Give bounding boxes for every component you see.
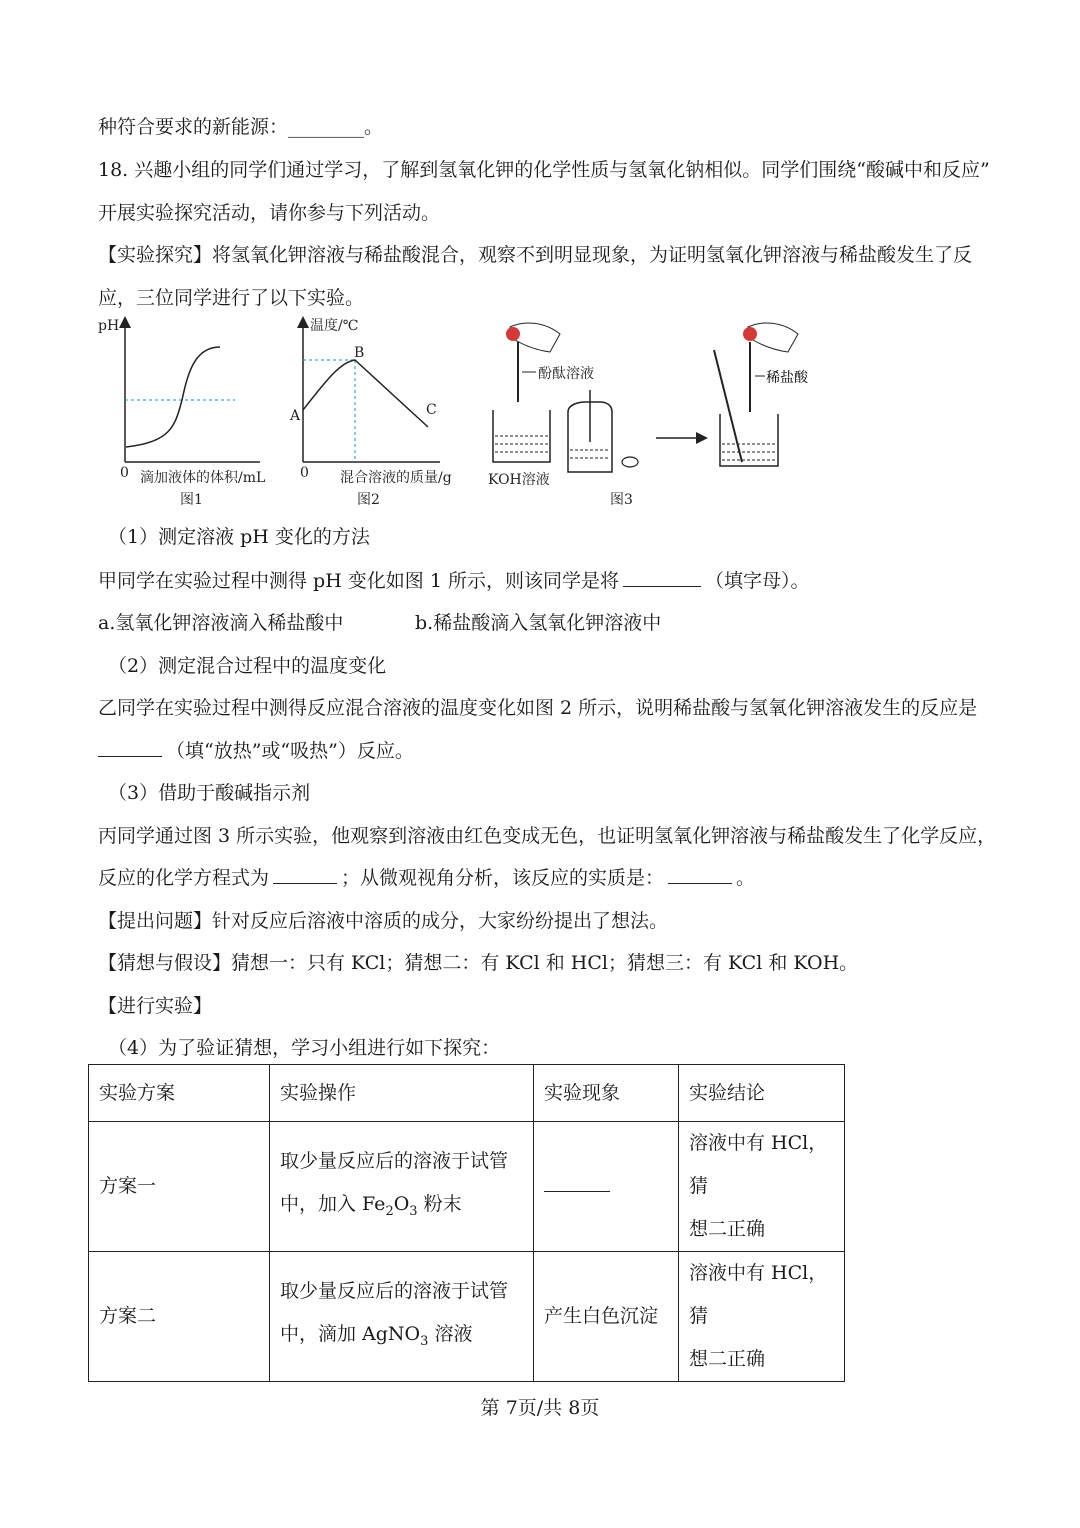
- conclusion-cell: 溶液中有 HCl，猜 想二正确: [679, 1252, 845, 1382]
- answer-blank-2[interactable]: [98, 738, 162, 757]
- conclusion-cell: 溶液中有 HCl，猜 想二正确: [679, 1122, 845, 1252]
- fig2-point-b: B: [354, 345, 365, 361]
- table-header: 实验方案: [89, 1065, 270, 1122]
- table-header: 实验结论: [679, 1065, 845, 1122]
- part2-text1: 乙同学在实验过程中测得反应混合溶液的温度变化如图 2 所示，说明稀盐酸与氢氧化钾溶液发生的反应是: [98, 697, 978, 719]
- answer-blank-1[interactable]: [623, 568, 701, 587]
- answer-blank-4[interactable]: [668, 865, 732, 884]
- phenomenon-cell: [534, 1122, 679, 1252]
- table-header: 实验操作: [270, 1065, 534, 1122]
- fig2-point-c: C: [426, 402, 437, 418]
- hypothesis-line: 【猜想与假设】猜想一：只有 KCl；猜想二：有 KCl 和 HCl；猜想三：有 KCl 和 KOH。: [98, 952, 859, 974]
- fig2-caption: 图2: [357, 492, 380, 508]
- table-row: [89, 1252, 845, 1382]
- fig1-y-label: pH: [98, 318, 120, 334]
- question-line: 【提出问题】针对反应后溶液中溶质的成分，大家纷纷提出了想法。: [98, 910, 669, 932]
- part3-title: （3）借助于酸碱指示剂: [108, 782, 311, 804]
- part3-text1: 丙同学通过图 3 所示实验，他观察到溶液由红色变成无色，也证明氢氧化钾溶液与稀盐酸发生了化学反应，: [98, 825, 997, 847]
- figure-2: [289, 317, 452, 508]
- fig3-base-label: KOH溶液: [488, 472, 550, 488]
- fig2-y-label: 温度/℃: [310, 318, 359, 334]
- fig1-origin: 0: [120, 465, 129, 481]
- fig2-origin: 0: [300, 465, 309, 481]
- part2-text2: （填“放热”或“吸热”）反应。: [98, 736, 414, 763]
- part1-option-a: a.氢氧化钾溶液滴入稀盐酸中: [98, 612, 344, 634]
- part4-title: （4）为了验证猜想，学习小组进行如下探究：: [108, 1037, 501, 1059]
- q18-line2: 开展实验探究活动，请你参与下列活动。: [98, 202, 441, 224]
- table-header: 实验现象: [534, 1065, 679, 1122]
- operation-cell: 取少量反应后的溶液于试管 中，滴加 AgNO$_3$ 溶液: [270, 1252, 534, 1382]
- fig1-caption: 图1: [180, 492, 203, 508]
- experiment-table: [88, 1064, 845, 1382]
- explore-line1: 【实验探究】将氢氧化钾溶液与稀盐酸混合，观察不到明显现象，为证明氢氧化钾溶液与稀盐酸发生了反: [98, 244, 973, 266]
- part1-option-b: b.稀盐酸滴入氢氧化钾溶液中: [415, 612, 662, 634]
- q18-line1: 18. 兴趣小组的同学们通过学习，了解到氢氧化钾的化学性质与氢氧化钠相似。同学们围绕“酸碱中和反应”: [98, 159, 990, 181]
- page-footer: 第 7页/共 8页: [480, 1397, 600, 1419]
- plan-cell: 方案一: [89, 1122, 270, 1252]
- part2-title: （2）测定混合过程中的温度变化: [108, 655, 387, 677]
- figure-1: [98, 318, 265, 508]
- answer-blank-5[interactable]: [544, 1173, 610, 1192]
- table-row: [89, 1122, 845, 1252]
- phenomenon-cell: 产生白色沉淀: [534, 1252, 679, 1382]
- fig3-caption: 图3: [610, 492, 633, 508]
- intro-tail: 种符合要求的新能源：________。: [98, 116, 384, 138]
- experiment-figures: [90, 312, 650, 512]
- part1-title: （1）测定溶液 pH 变化的方法: [108, 526, 370, 548]
- fig2-point-a: A: [290, 408, 301, 424]
- fig2-x-label: 混合溶液的质量/g: [340, 470, 452, 486]
- explore-line2: 应，三位同学进行了以下实验。: [98, 287, 365, 309]
- answer-blank-3[interactable]: [273, 865, 337, 884]
- figure-3-acid-step: [650, 312, 870, 482]
- fig3-acid-label: 稀盐酸: [766, 370, 808, 386]
- temperature-curve: [303, 360, 428, 427]
- figure-3: [488, 323, 638, 508]
- fig3-indicator-label: 酚酞溶液: [538, 366, 594, 382]
- operation-cell: 取少量反应后的溶液于试管 中，加入 $Fe_2O_3$ 粉末: [270, 1122, 534, 1252]
- ph-curve: [126, 347, 220, 447]
- plan-cell: 方案二: [89, 1252, 270, 1382]
- fig1-x-label: 滴加液体的体积/mL: [140, 470, 266, 486]
- part3-text2: 反应的化学方程式为 ；从微观视角分析，该反应的实质是： 。: [98, 867, 756, 889]
- part1-text: 甲同学在实验过程中测得 pH 变化如图 1 所示，则该同学是将 （填字母）。: [98, 570, 810, 592]
- experiment-heading: 【进行实验】: [98, 995, 213, 1017]
